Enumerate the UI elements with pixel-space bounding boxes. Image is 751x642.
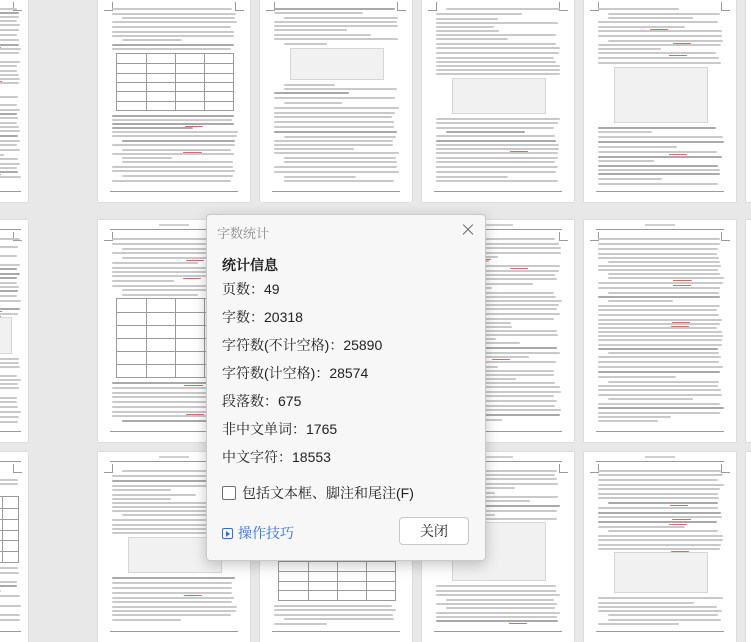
include-textbox-footnote-row[interactable] bbox=[222, 483, 414, 503]
stat-chinese-chars: 中文字符：18553 bbox=[222, 449, 331, 465]
include-checkbox-label: 包括文本框、脚注和尾注(F) bbox=[242, 485, 414, 501]
page-thumbnail bbox=[422, 0, 574, 202]
page-thumbnail bbox=[584, 220, 736, 442]
stat-words: 字数：20318 bbox=[222, 309, 303, 325]
stat-pages: 页数：49 bbox=[222, 281, 280, 297]
stat-paragraphs: 段落数：675 bbox=[222, 393, 302, 409]
stat-chars-with-spaces: 字符数(计空格)：28574 bbox=[222, 365, 369, 381]
page-thumbnail bbox=[0, 452, 28, 642]
page-thumbnail bbox=[260, 0, 412, 202]
page-thumbnail bbox=[746, 452, 751, 642]
stat-non-chinese-words: 非中文单词：1765 bbox=[222, 421, 338, 437]
page-thumbnail bbox=[746, 0, 751, 202]
section-heading: 统计信息 bbox=[222, 257, 278, 273]
page-thumbnail bbox=[584, 0, 736, 202]
page-thumbnail bbox=[584, 452, 736, 642]
tips-link[interactable]: 操作技巧 bbox=[222, 523, 294, 543]
page-thumbnail bbox=[0, 220, 28, 442]
dialog-title: 字数统计 bbox=[217, 226, 270, 241]
page-thumbnail bbox=[746, 220, 751, 442]
include-textbox-footnote-checkbox[interactable] bbox=[222, 486, 236, 500]
close-button[interactable]: 关闭 bbox=[399, 517, 469, 545]
play-icon bbox=[222, 528, 233, 539]
stat-chars-no-spaces: 字符数(不计空格)：25890 bbox=[222, 337, 383, 353]
page-thumbnail bbox=[0, 0, 28, 202]
close-icon[interactable] bbox=[459, 221, 477, 239]
word-count-dialog bbox=[206, 214, 486, 561]
page-thumbnail bbox=[98, 0, 250, 202]
